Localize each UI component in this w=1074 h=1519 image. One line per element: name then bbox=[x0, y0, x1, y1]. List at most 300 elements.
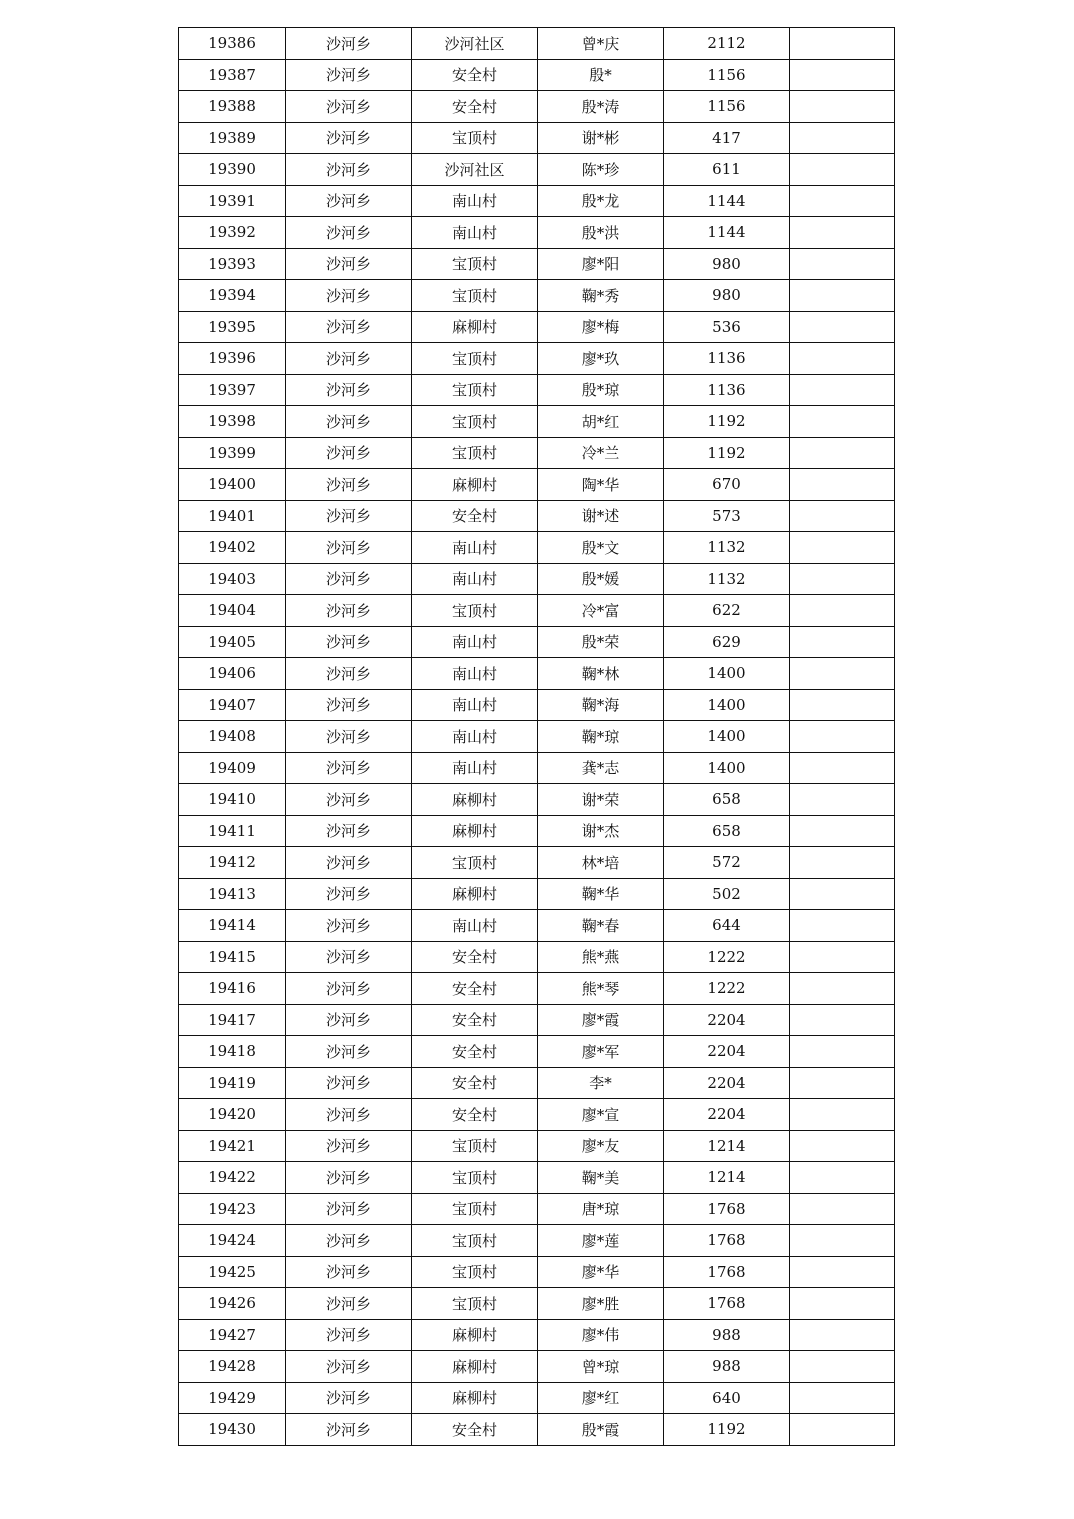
village-cell: 宝顶村 bbox=[412, 1193, 538, 1225]
table-row bbox=[179, 689, 895, 721]
serial-number-cell: 19425 bbox=[179, 1256, 286, 1288]
township-cell: 沙河乡 bbox=[286, 1067, 412, 1099]
name-cell: 廖*莲 bbox=[538, 1225, 664, 1257]
table-row bbox=[179, 595, 895, 627]
village-cell: 麻柳村 bbox=[412, 815, 538, 847]
remark-cell bbox=[790, 815, 895, 847]
serial-number-cell: 19406 bbox=[179, 658, 286, 690]
remark-cell bbox=[790, 626, 895, 658]
table-row bbox=[179, 815, 895, 847]
remark-cell bbox=[790, 595, 895, 627]
name-cell: 谢*荣 bbox=[538, 784, 664, 816]
name-cell: 殷*涛 bbox=[538, 91, 664, 123]
serial-number-cell: 19390 bbox=[179, 154, 286, 186]
serial-number-cell: 19394 bbox=[179, 280, 286, 312]
village-cell: 麻柳村 bbox=[412, 1351, 538, 1383]
township-cell: 沙河乡 bbox=[286, 721, 412, 753]
table-row bbox=[179, 941, 895, 973]
name-cell: 廖*红 bbox=[538, 1382, 664, 1414]
amount-cell: 502 bbox=[664, 878, 790, 910]
table-row bbox=[179, 1162, 895, 1194]
remark-cell bbox=[790, 1225, 895, 1257]
table-row bbox=[179, 1036, 895, 1068]
table-row bbox=[179, 1288, 895, 1320]
remark-cell bbox=[790, 500, 895, 532]
village-cell: 安全村 bbox=[412, 1036, 538, 1068]
amount-cell: 980 bbox=[664, 248, 790, 280]
name-cell: 廖*玖 bbox=[538, 343, 664, 375]
remark-cell bbox=[790, 1130, 895, 1162]
name-cell: 殷*文 bbox=[538, 532, 664, 564]
table-row bbox=[179, 311, 895, 343]
remark-cell bbox=[790, 1319, 895, 1351]
table-row bbox=[179, 784, 895, 816]
serial-number-cell: 19407 bbox=[179, 689, 286, 721]
serial-number-cell: 19401 bbox=[179, 500, 286, 532]
village-cell: 安全村 bbox=[412, 1099, 538, 1131]
remark-cell bbox=[790, 973, 895, 1005]
amount-cell: 1136 bbox=[664, 374, 790, 406]
name-cell: 谢*彬 bbox=[538, 122, 664, 154]
amount-cell: 1156 bbox=[664, 91, 790, 123]
serial-number-cell: 19389 bbox=[179, 122, 286, 154]
remark-cell bbox=[790, 1162, 895, 1194]
village-cell: 安全村 bbox=[412, 973, 538, 1005]
remark-cell bbox=[790, 721, 895, 753]
table-row bbox=[179, 374, 895, 406]
remark-cell bbox=[790, 437, 895, 469]
amount-cell: 536 bbox=[664, 311, 790, 343]
township-cell: 沙河乡 bbox=[286, 500, 412, 532]
township-cell: 沙河乡 bbox=[286, 910, 412, 942]
township-cell: 沙河乡 bbox=[286, 595, 412, 627]
village-cell: 宝顶村 bbox=[412, 437, 538, 469]
table-row bbox=[179, 532, 895, 564]
serial-number-cell: 19397 bbox=[179, 374, 286, 406]
village-cell: 宝顶村 bbox=[412, 280, 538, 312]
table-row bbox=[179, 1193, 895, 1225]
serial-number-cell: 19391 bbox=[179, 185, 286, 217]
remark-cell bbox=[790, 1193, 895, 1225]
remark-cell bbox=[790, 1004, 895, 1036]
township-cell: 沙河乡 bbox=[286, 532, 412, 564]
village-cell: 安全村 bbox=[412, 91, 538, 123]
township-cell: 沙河乡 bbox=[286, 1004, 412, 1036]
name-cell: 廖*宣 bbox=[538, 1099, 664, 1131]
serial-number-cell: 19408 bbox=[179, 721, 286, 753]
serial-number-cell: 19399 bbox=[179, 437, 286, 469]
table-row bbox=[179, 1004, 895, 1036]
village-cell: 麻柳村 bbox=[412, 311, 538, 343]
table-row bbox=[179, 28, 895, 60]
serial-number-cell: 19417 bbox=[179, 1004, 286, 1036]
village-cell: 安全村 bbox=[412, 1414, 538, 1446]
table-row bbox=[179, 1067, 895, 1099]
remark-cell bbox=[790, 185, 895, 217]
township-cell: 沙河乡 bbox=[286, 59, 412, 91]
village-cell: 麻柳村 bbox=[412, 784, 538, 816]
name-cell: 殷*龙 bbox=[538, 185, 664, 217]
village-cell: 安全村 bbox=[412, 941, 538, 973]
township-cell: 沙河乡 bbox=[286, 185, 412, 217]
table-row bbox=[179, 658, 895, 690]
table-row bbox=[179, 122, 895, 154]
township-cell: 沙河乡 bbox=[286, 1225, 412, 1257]
amount-cell: 1400 bbox=[664, 658, 790, 690]
table-row bbox=[179, 1319, 895, 1351]
serial-number-cell: 19386 bbox=[179, 28, 286, 60]
name-cell: 殷*琼 bbox=[538, 374, 664, 406]
remark-cell bbox=[790, 658, 895, 690]
table-row bbox=[179, 847, 895, 879]
table-row bbox=[179, 1225, 895, 1257]
remark-cell bbox=[790, 910, 895, 942]
name-cell: 殷*洪 bbox=[538, 217, 664, 249]
table-row bbox=[179, 752, 895, 784]
serial-number-cell: 19398 bbox=[179, 406, 286, 438]
serial-number-cell: 19402 bbox=[179, 532, 286, 564]
township-cell: 沙河乡 bbox=[286, 1319, 412, 1351]
name-cell: 廖*军 bbox=[538, 1036, 664, 1068]
name-cell: 廖*梅 bbox=[538, 311, 664, 343]
amount-cell: 658 bbox=[664, 784, 790, 816]
serial-number-cell: 19416 bbox=[179, 973, 286, 1005]
table-row bbox=[179, 469, 895, 501]
amount-cell: 2204 bbox=[664, 1099, 790, 1131]
village-cell: 安全村 bbox=[412, 59, 538, 91]
village-cell: 南山村 bbox=[412, 185, 538, 217]
table-row bbox=[179, 878, 895, 910]
name-cell: 鞠*华 bbox=[538, 878, 664, 910]
remark-cell bbox=[790, 1256, 895, 1288]
village-cell: 宝顶村 bbox=[412, 1288, 538, 1320]
township-cell: 沙河乡 bbox=[286, 626, 412, 658]
village-cell: 宝顶村 bbox=[412, 1256, 538, 1288]
township-cell: 沙河乡 bbox=[286, 437, 412, 469]
amount-cell: 670 bbox=[664, 469, 790, 501]
amount-cell: 417 bbox=[664, 122, 790, 154]
township-cell: 沙河乡 bbox=[286, 280, 412, 312]
amount-cell: 1768 bbox=[664, 1225, 790, 1257]
amount-cell: 1214 bbox=[664, 1130, 790, 1162]
village-cell: 安全村 bbox=[412, 1004, 538, 1036]
table-row bbox=[179, 1351, 895, 1383]
township-cell: 沙河乡 bbox=[286, 752, 412, 784]
township-cell: 沙河乡 bbox=[286, 847, 412, 879]
amount-cell: 1132 bbox=[664, 532, 790, 564]
remark-cell bbox=[790, 122, 895, 154]
serial-number-cell: 19418 bbox=[179, 1036, 286, 1068]
village-cell: 南山村 bbox=[412, 532, 538, 564]
amount-cell: 1768 bbox=[664, 1193, 790, 1225]
remark-cell bbox=[790, 343, 895, 375]
serial-number-cell: 19405 bbox=[179, 626, 286, 658]
village-cell: 南山村 bbox=[412, 910, 538, 942]
village-cell: 麻柳村 bbox=[412, 1319, 538, 1351]
serial-number-cell: 19413 bbox=[179, 878, 286, 910]
village-cell: 麻柳村 bbox=[412, 1382, 538, 1414]
name-cell: 鞠*美 bbox=[538, 1162, 664, 1194]
amount-cell: 1400 bbox=[664, 689, 790, 721]
name-cell: 林*培 bbox=[538, 847, 664, 879]
table-row bbox=[179, 280, 895, 312]
amount-cell: 1222 bbox=[664, 973, 790, 1005]
village-cell: 南山村 bbox=[412, 689, 538, 721]
remark-cell bbox=[790, 563, 895, 595]
township-cell: 沙河乡 bbox=[286, 563, 412, 595]
amount-cell: 573 bbox=[664, 500, 790, 532]
serial-number-cell: 19428 bbox=[179, 1351, 286, 1383]
serial-number-cell: 19400 bbox=[179, 469, 286, 501]
table-row bbox=[179, 59, 895, 91]
amount-cell: 1400 bbox=[664, 752, 790, 784]
village-cell: 麻柳村 bbox=[412, 878, 538, 910]
remark-cell bbox=[790, 59, 895, 91]
remark-cell bbox=[790, 1099, 895, 1131]
village-cell: 安全村 bbox=[412, 500, 538, 532]
remark-cell bbox=[790, 1288, 895, 1320]
serial-number-cell: 19396 bbox=[179, 343, 286, 375]
township-cell: 沙河乡 bbox=[286, 91, 412, 123]
remark-cell bbox=[790, 217, 895, 249]
name-cell: 曾*琼 bbox=[538, 1351, 664, 1383]
name-cell: 熊*琴 bbox=[538, 973, 664, 1005]
table-row bbox=[179, 1382, 895, 1414]
amount-cell: 2204 bbox=[664, 1004, 790, 1036]
village-cell: 南山村 bbox=[412, 658, 538, 690]
amount-cell: 1156 bbox=[664, 59, 790, 91]
name-cell: 廖*胜 bbox=[538, 1288, 664, 1320]
name-cell: 鞠*秀 bbox=[538, 280, 664, 312]
township-cell: 沙河乡 bbox=[286, 154, 412, 186]
name-cell: 殷*媛 bbox=[538, 563, 664, 595]
remark-cell bbox=[790, 941, 895, 973]
serial-number-cell: 19424 bbox=[179, 1225, 286, 1257]
remark-cell bbox=[790, 248, 895, 280]
amount-cell: 1192 bbox=[664, 1414, 790, 1446]
name-cell: 殷* bbox=[538, 59, 664, 91]
township-cell: 沙河乡 bbox=[286, 1382, 412, 1414]
amount-cell: 622 bbox=[664, 595, 790, 627]
remark-cell bbox=[790, 280, 895, 312]
amount-cell: 1144 bbox=[664, 217, 790, 249]
remark-cell bbox=[790, 878, 895, 910]
township-cell: 沙河乡 bbox=[286, 941, 412, 973]
serial-number-cell: 19420 bbox=[179, 1099, 286, 1131]
amount-cell: 1214 bbox=[664, 1162, 790, 1194]
amount-cell: 988 bbox=[664, 1351, 790, 1383]
township-cell: 沙河乡 bbox=[286, 1414, 412, 1446]
township-cell: 沙河乡 bbox=[286, 658, 412, 690]
township-cell: 沙河乡 bbox=[286, 1099, 412, 1131]
township-cell: 沙河乡 bbox=[286, 248, 412, 280]
township-cell: 沙河乡 bbox=[286, 815, 412, 847]
name-cell: 陈*珍 bbox=[538, 154, 664, 186]
name-cell: 胡*红 bbox=[538, 406, 664, 438]
table-row bbox=[179, 563, 895, 595]
township-cell: 沙河乡 bbox=[286, 784, 412, 816]
remark-cell bbox=[790, 752, 895, 784]
table-row bbox=[179, 721, 895, 753]
table-row bbox=[179, 626, 895, 658]
serial-number-cell: 19388 bbox=[179, 91, 286, 123]
serial-number-cell: 19409 bbox=[179, 752, 286, 784]
name-cell: 曾*庆 bbox=[538, 28, 664, 60]
serial-number-cell: 19393 bbox=[179, 248, 286, 280]
amount-cell: 1132 bbox=[664, 563, 790, 595]
table-row bbox=[179, 185, 895, 217]
name-cell: 廖*伟 bbox=[538, 1319, 664, 1351]
name-cell: 鞠*海 bbox=[538, 689, 664, 721]
amount-cell: 629 bbox=[664, 626, 790, 658]
name-cell: 廖*华 bbox=[538, 1256, 664, 1288]
township-cell: 沙河乡 bbox=[286, 973, 412, 1005]
table-row bbox=[179, 437, 895, 469]
township-cell: 沙河乡 bbox=[286, 1193, 412, 1225]
township-cell: 沙河乡 bbox=[286, 28, 412, 60]
name-cell: 谢*述 bbox=[538, 500, 664, 532]
village-cell: 宝顶村 bbox=[412, 122, 538, 154]
township-cell: 沙河乡 bbox=[286, 217, 412, 249]
name-cell: 唐*琼 bbox=[538, 1193, 664, 1225]
remark-cell bbox=[790, 689, 895, 721]
amount-cell: 611 bbox=[664, 154, 790, 186]
village-cell: 宝顶村 bbox=[412, 1225, 538, 1257]
table-row bbox=[179, 343, 895, 375]
serial-number-cell: 19415 bbox=[179, 941, 286, 973]
name-cell: 廖*友 bbox=[538, 1130, 664, 1162]
serial-number-cell: 19423 bbox=[179, 1193, 286, 1225]
village-cell: 南山村 bbox=[412, 626, 538, 658]
amount-cell: 1400 bbox=[664, 721, 790, 753]
remark-cell bbox=[790, 91, 895, 123]
township-cell: 沙河乡 bbox=[286, 878, 412, 910]
serial-number-cell: 19430 bbox=[179, 1414, 286, 1446]
remark-cell bbox=[790, 406, 895, 438]
name-cell: 廖*阳 bbox=[538, 248, 664, 280]
remark-cell bbox=[790, 1036, 895, 1068]
village-cell: 宝顶村 bbox=[412, 374, 538, 406]
serial-number-cell: 19392 bbox=[179, 217, 286, 249]
table-row bbox=[179, 910, 895, 942]
amount-cell: 1768 bbox=[664, 1256, 790, 1288]
village-cell: 南山村 bbox=[412, 217, 538, 249]
name-cell: 冷*富 bbox=[538, 595, 664, 627]
table-row bbox=[179, 973, 895, 1005]
remark-cell bbox=[790, 1351, 895, 1383]
amount-cell: 1768 bbox=[664, 1288, 790, 1320]
remark-cell bbox=[790, 1067, 895, 1099]
village-cell: 沙河社区 bbox=[412, 28, 538, 60]
amount-cell: 1192 bbox=[664, 437, 790, 469]
name-cell: 谢*杰 bbox=[538, 815, 664, 847]
amount-cell: 572 bbox=[664, 847, 790, 879]
table-row bbox=[179, 1256, 895, 1288]
serial-number-cell: 19422 bbox=[179, 1162, 286, 1194]
remark-cell bbox=[790, 28, 895, 60]
table-row bbox=[179, 154, 895, 186]
serial-number-cell: 19419 bbox=[179, 1067, 286, 1099]
amount-cell: 1192 bbox=[664, 406, 790, 438]
village-cell: 宝顶村 bbox=[412, 406, 538, 438]
remark-cell bbox=[790, 532, 895, 564]
amount-cell: 980 bbox=[664, 280, 790, 312]
amount-cell: 1144 bbox=[664, 185, 790, 217]
serial-number-cell: 19403 bbox=[179, 563, 286, 595]
serial-number-cell: 19411 bbox=[179, 815, 286, 847]
records-table bbox=[178, 27, 895, 1446]
name-cell: 鞠*林 bbox=[538, 658, 664, 690]
table-row bbox=[179, 248, 895, 280]
village-cell: 宝顶村 bbox=[412, 248, 538, 280]
remark-cell bbox=[790, 784, 895, 816]
table-row bbox=[179, 1099, 895, 1131]
township-cell: 沙河乡 bbox=[286, 1162, 412, 1194]
village-cell: 南山村 bbox=[412, 721, 538, 753]
township-cell: 沙河乡 bbox=[286, 1036, 412, 1068]
township-cell: 沙河乡 bbox=[286, 343, 412, 375]
village-cell: 沙河社区 bbox=[412, 154, 538, 186]
serial-number-cell: 19427 bbox=[179, 1319, 286, 1351]
township-cell: 沙河乡 bbox=[286, 122, 412, 154]
name-cell: 陶*华 bbox=[538, 469, 664, 501]
village-cell: 麻柳村 bbox=[412, 469, 538, 501]
amount-cell: 1222 bbox=[664, 941, 790, 973]
village-cell: 安全村 bbox=[412, 1067, 538, 1099]
name-cell: 殷*霞 bbox=[538, 1414, 664, 1446]
township-cell: 沙河乡 bbox=[286, 1130, 412, 1162]
serial-number-cell: 19412 bbox=[179, 847, 286, 879]
table-row bbox=[179, 1414, 895, 1446]
township-cell: 沙河乡 bbox=[286, 311, 412, 343]
township-cell: 沙河乡 bbox=[286, 689, 412, 721]
township-cell: 沙河乡 bbox=[286, 374, 412, 406]
amount-cell: 658 bbox=[664, 815, 790, 847]
amount-cell: 644 bbox=[664, 910, 790, 942]
remark-cell bbox=[790, 311, 895, 343]
table-row bbox=[179, 217, 895, 249]
amount-cell: 2204 bbox=[664, 1067, 790, 1099]
serial-number-cell: 19404 bbox=[179, 595, 286, 627]
name-cell: 殷*荣 bbox=[538, 626, 664, 658]
township-cell: 沙河乡 bbox=[286, 406, 412, 438]
village-cell: 宝顶村 bbox=[412, 1130, 538, 1162]
name-cell: 冷*兰 bbox=[538, 437, 664, 469]
amount-cell: 640 bbox=[664, 1382, 790, 1414]
serial-number-cell: 19414 bbox=[179, 910, 286, 942]
village-cell: 南山村 bbox=[412, 752, 538, 784]
table-row bbox=[179, 500, 895, 532]
table-row bbox=[179, 406, 895, 438]
name-cell: 廖*霞 bbox=[538, 1004, 664, 1036]
remark-cell bbox=[790, 1382, 895, 1414]
records-table-body bbox=[179, 28, 895, 1446]
serial-number-cell: 19421 bbox=[179, 1130, 286, 1162]
amount-cell: 2112 bbox=[664, 28, 790, 60]
name-cell: 龚*志 bbox=[538, 752, 664, 784]
name-cell: 李* bbox=[538, 1067, 664, 1099]
name-cell: 熊*燕 bbox=[538, 941, 664, 973]
remark-cell bbox=[790, 847, 895, 879]
table-row bbox=[179, 91, 895, 123]
township-cell: 沙河乡 bbox=[286, 1288, 412, 1320]
village-cell: 宝顶村 bbox=[412, 595, 538, 627]
township-cell: 沙河乡 bbox=[286, 1256, 412, 1288]
remark-cell bbox=[790, 374, 895, 406]
table-row bbox=[179, 1130, 895, 1162]
amount-cell: 1136 bbox=[664, 343, 790, 375]
village-cell: 南山村 bbox=[412, 563, 538, 595]
